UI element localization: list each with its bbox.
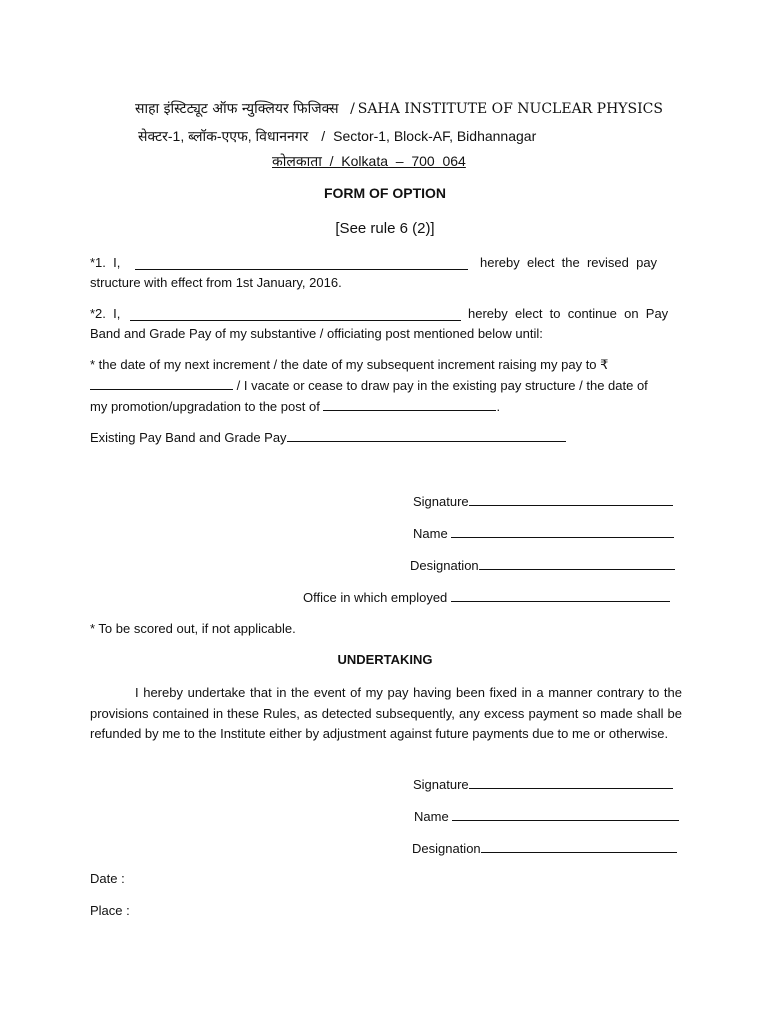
address-hindi: सेक्टर-1, ब्लॉक-एएफ, विधाननगर xyxy=(138,128,309,144)
name-label: Name xyxy=(414,809,449,824)
name-blank[interactable] xyxy=(452,808,679,821)
option-1-name-blank[interactable] xyxy=(135,269,468,270)
header-city: कोलकाता / Kolkata – 700 064 xyxy=(272,153,466,169)
option-2-prefix: *2. I, xyxy=(90,306,121,321)
institute-name-hindi: साहा इंस्टिट्यूट ऑफ न्युक्लियर फिजिक्स xyxy=(135,101,339,117)
date-label: Date : xyxy=(90,871,125,886)
header-line-1 xyxy=(135,99,663,118)
place-label: Place : xyxy=(90,903,130,918)
institute-name-english: SAHA INSTITUTE OF NUCLEAR PHYSICS xyxy=(357,101,663,117)
signature-row-1 xyxy=(413,493,673,509)
form-title: FORM OF OPTION xyxy=(323,185,447,201)
designation-row-1 xyxy=(410,557,675,573)
undertaking-title: UNDERTAKING xyxy=(337,652,433,667)
signature-blank[interactable] xyxy=(469,493,673,506)
existing-pay-row xyxy=(90,429,566,445)
signature-blank[interactable] xyxy=(469,776,673,789)
office-row-1 xyxy=(303,589,670,605)
clause-line-2-text: / I vacate or cease to draw pay in the existing pay structure / the date of xyxy=(236,378,648,393)
name-row-1 xyxy=(413,525,674,541)
option-1-line-1 xyxy=(90,255,682,270)
designation-row-2 xyxy=(412,840,677,856)
clause-line-3 xyxy=(90,398,500,414)
designation-label: Designation xyxy=(412,841,481,856)
name-row-2 xyxy=(414,808,679,824)
header-line-2 xyxy=(138,127,536,146)
footnote: * To be scored out, if not applicable. xyxy=(90,621,296,636)
option-2-line-1 xyxy=(90,306,682,321)
clause-line-3-prefix: my promotion/upgradation to the post of xyxy=(90,399,320,414)
header-separator: / xyxy=(350,101,355,117)
signature-row-2 xyxy=(413,776,673,792)
name-blank[interactable] xyxy=(451,525,674,538)
option-1-line-2: structure with effect from 1st January, 2016. xyxy=(90,275,342,290)
clause-line-1: * the date of my next increment / the date of my subsequent increment raising my pay to ₹ xyxy=(90,357,609,372)
signature-label: Signature xyxy=(413,777,469,792)
name-label: Name xyxy=(413,526,448,541)
designation-blank[interactable] xyxy=(479,557,675,570)
clause-line-3-suffix: . xyxy=(496,399,501,414)
option-1-prefix: *1. I, xyxy=(90,255,121,270)
address-english: Sector-1, Block-AF, Bidhannagar xyxy=(333,128,537,144)
signature-label: Signature xyxy=(413,494,469,509)
office-label: Office in which employed xyxy=(303,590,448,605)
office-blank[interactable] xyxy=(451,589,670,602)
undertaking-body: I hereby undertake that in the event of my pay having been fixed in a manner contrary to the provisions contained in these Rules, as detected subsequently, any excess payment so made shall be refunded by me to the Institute either by adjustment against future payments due to me or otherwise. xyxy=(90,685,682,741)
form-rule: [See rule 6 (2)] xyxy=(335,220,435,237)
clause-line-2 xyxy=(90,377,648,393)
promotion-post-blank[interactable] xyxy=(323,398,496,411)
option-2-line-2: Band and Grade Pay of my substantive / officiating post mentioned below until: xyxy=(90,326,543,341)
option-1-suffix: hereby elect the revised pay xyxy=(480,255,658,270)
designation-label: Designation xyxy=(410,558,479,573)
existing-pay-blank[interactable] xyxy=(287,429,566,442)
header-separator: / xyxy=(321,128,326,144)
option-2-suffix: hereby elect to continue on Pay xyxy=(468,306,669,321)
pay-amount-blank[interactable] xyxy=(90,377,233,390)
option-2-name-blank[interactable] xyxy=(130,320,461,321)
designation-blank[interactable] xyxy=(481,840,677,853)
existing-pay-label: Existing Pay Band and Grade Pay xyxy=(90,430,287,445)
